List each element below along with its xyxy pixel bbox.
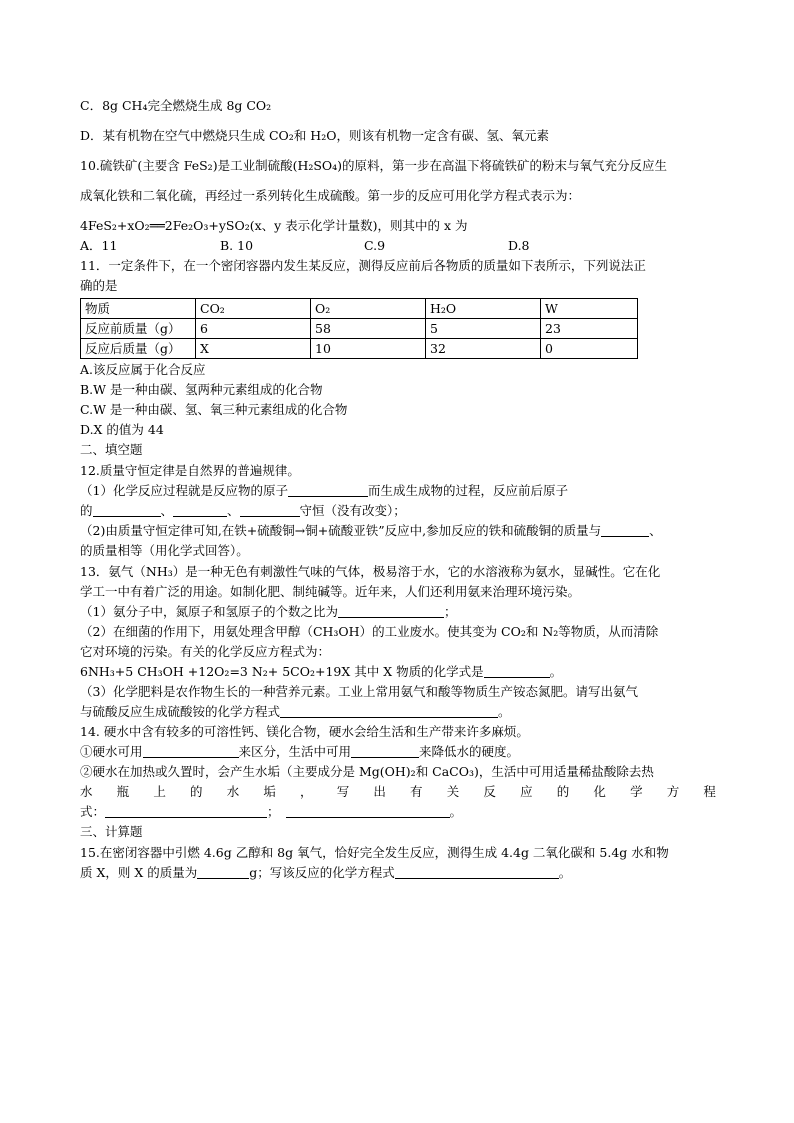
table-cell: 反应后质量（g） <box>81 339 196 359</box>
justified-char: 瓶 <box>116 784 130 799</box>
q14-part2-line2 <box>80 782 716 802</box>
q10-stem-line1: 10.硫铁矿(主要含 FeS₂)是工业制硫酸(H₂SO₄)的原料，第一步在高温下将硫铁矿的粉末与氧气充分反应生 <box>80 158 668 173</box>
justified-char: 写 <box>336 784 350 799</box>
q11-option-d: D.X 的值为 44 <box>80 422 164 437</box>
justified-char: 反 <box>483 784 496 799</box>
answer-blank[interactable] <box>286 803 450 818</box>
q13-part2-line2: 它对环境的污染。有关的化学反应方程式为： <box>80 644 331 659</box>
q15-stem-line1: 15.在密闭容器中引燃 4.6g 乙醇和 8g 氧气，恰好完全发生反应，测得生成 4.4g 二氧化碳和 5.4g 水和物 <box>80 845 669 860</box>
q10-options <box>80 236 716 256</box>
justified-char: 程 <box>703 784 716 799</box>
q12-part1-line1 <box>80 481 716 501</box>
q11-option-b: B.W 是一种由碳、氢两种元素组成的化合物 <box>80 382 323 397</box>
table-cell: X <box>196 339 311 359</box>
q13-part3-line2 <box>80 702 716 722</box>
table-cell: 58 <box>311 319 426 339</box>
q13-part1-text: （1）氨分子中，氮原子和氢原子的个数之比为 <box>80 604 338 619</box>
q13-part2-equation <box>80 662 716 682</box>
justified-char: 方 <box>666 784 680 799</box>
q12-part2-text: （2)由质量守恒定律可知,在铁+硫酸铜→铜+硫酸亚铁”反应中,参加反应的铁和硫酸铜的质量与 <box>80 523 602 538</box>
q12-part1-line2 <box>80 501 716 521</box>
q14-part1-text: ①硬水可用 <box>80 744 143 759</box>
q14-part1-text: 来降低水的硬度。 <box>419 744 520 759</box>
answer-blank[interactable] <box>240 502 300 517</box>
q11-option-c: C.W 是一种由碳、氢、氧三种元素组成的化合物 <box>80 402 348 417</box>
table-cell: 32 <box>426 339 541 359</box>
q15-text: 质 X，则 X 的质量为 <box>80 865 198 880</box>
q13-part2-line1: （2）在细菌的作用下，用氨处理含甲醇（CH₃OH）的工业废水。使其变为 CO₂和 N₂等物质，从而清除 <box>80 624 659 639</box>
q12-stem: 12.质量守恒定律是自然界的普遍规律。 <box>80 463 300 478</box>
q14-part2-text: 式： <box>80 804 106 819</box>
table-cell: 0 <box>541 339 638 359</box>
q14-part2-text: ； <box>267 804 280 819</box>
q9-option-d: D．某有机物在空气中燃烧只生成 CO₂和 H₂O，则该有机物一定含有碳、氢、氧元素 <box>80 128 549 143</box>
answer-blank[interactable] <box>197 864 249 879</box>
justified-char: 学 <box>630 784 643 799</box>
answer-blank[interactable] <box>143 743 239 758</box>
answer-blank[interactable] <box>395 864 559 879</box>
q14-part1 <box>80 742 716 762</box>
q9-option-c: C．8g CH₄完全燃烧生成 8g CO₂ <box>80 98 272 113</box>
justified-char: 应 <box>520 784 533 799</box>
q12-part2-line1 <box>80 521 716 541</box>
q12-part1-text: 、 <box>227 503 240 518</box>
table-row <box>81 319 638 339</box>
justified-char: 水 <box>80 784 93 799</box>
q13-part3-text: 与硫酸反应生成硫酸铵的化学方程式 <box>80 704 281 719</box>
q13-stem-line1: 13．氨气（NH₃）是一种无色有刺激性气味的气体，极易溶于水，它的水溶液称为氨水，显碱性。它在化 <box>80 564 661 579</box>
q15-text: 。 <box>558 865 572 880</box>
q14-part1-text: 来区分，生活中可用 <box>238 744 352 759</box>
answer-blank[interactable] <box>173 502 227 517</box>
answer-blank[interactable] <box>338 603 444 618</box>
q12-part1-text: 守恒（没有改变）； <box>299 503 406 518</box>
q10-option-c: C.9 <box>364 238 386 253</box>
q14-part2-line1: ②硬水在加热或久置时，会产生水垢（主要成分是 Mg(OH)₂和 CaCO₃)，生活中可用适量稀盐酸除去热 <box>80 764 654 779</box>
q13-part1-text: ； <box>443 604 457 619</box>
q10-option-a: A．11 <box>80 238 118 253</box>
table-header-cell: O₂ <box>311 299 426 319</box>
q12-part1-text: 、 <box>160 503 174 518</box>
answer-blank[interactable] <box>351 743 419 758</box>
justified-char: 化 <box>593 784 606 799</box>
q11-option-a: A.该反应属于化合反应 <box>80 362 206 377</box>
q10-stem-line2: 成氧化铁和二氧化硫，再经过一系列转化生成硫酸。第一步的反应可用化学方程式表示为： <box>80 188 581 203</box>
justified-char: 上 <box>153 784 166 799</box>
table-cell: 反应前质量（g） <box>81 319 196 339</box>
q12-part2-line2: 的质量相等（用化学式回答）。 <box>80 543 249 558</box>
table-header-cell: CO₂ <box>196 299 311 319</box>
justified-char: 有 <box>410 784 423 799</box>
q15-stem-line2 <box>80 863 716 883</box>
q11-stem-line1: 11．一定条件下，在一个密闭容器内发生某反应，测得反应前后各物质的质量如下表所示，下列说法正 <box>80 258 646 273</box>
justified-char: ， <box>300 784 313 799</box>
justified-char: 出 <box>373 784 386 799</box>
q14-part2-line3 <box>80 802 716 822</box>
q13-part3-text: 。 <box>498 704 511 719</box>
q10-equation: 4FeS₂+xO₂══2Fe₂O₃+ySO₂(x、y 表示化学计量数)，则其中的 x 为 <box>80 218 468 233</box>
section-heading-calculation: 三、计算题 <box>80 824 143 839</box>
q13-part3-line1: （3）化学肥料是农作物生长的一种营养元素。工业上常用氨气和酸等物质生产铵态氮肥。请写出氨气 <box>80 684 638 699</box>
q10-option-d: D.8 <box>508 238 530 253</box>
table-cell: 6 <box>196 319 311 339</box>
justified-char: 的 <box>190 784 203 799</box>
table-header-cell: W <box>541 299 638 319</box>
q12-part2-text: 、 <box>649 523 662 538</box>
q13-stem-line2: 学工一中有着广泛的用途。如制化肥、制纯碱等。近年来，人们还利用氨来治理环境污染。 <box>80 584 581 599</box>
answer-blank[interactable] <box>484 663 550 678</box>
q12-part1-text: （1）化学反应过程就是反应物的原子 <box>80 483 288 498</box>
table-cell: 23 <box>541 319 638 339</box>
q13-part2-text: 6NH₃+5 CH₃OH +12O₂=3 N₂+ 5CO₂+19X 其中 X 物质的化学式是 <box>80 664 484 679</box>
table-header-cell: 物质 <box>81 299 196 319</box>
answer-blank[interactable] <box>280 703 498 718</box>
answer-blank[interactable] <box>288 482 368 497</box>
table-row <box>81 339 638 359</box>
q10-option-b: B. 10 <box>220 238 254 253</box>
table-cell: 5 <box>426 319 541 339</box>
q13-part2-text: 。 <box>549 664 563 679</box>
q15-text: g；写该反应的化学方程式 <box>249 865 395 880</box>
q12-part1-text: 的 <box>80 503 93 518</box>
justified-char: 的 <box>556 784 570 799</box>
justified-char: 水 <box>226 784 240 799</box>
answer-blank[interactable] <box>105 803 267 818</box>
exam-page <box>80 96 716 883</box>
answer-blank[interactable] <box>93 502 161 517</box>
q14-stem: 14. 硬水中含有较多的可溶性钙、镁化合物，硬水会给生活和生产带来许多麻烦。 <box>80 724 529 739</box>
table-header-cell: H₂O <box>426 299 541 319</box>
justified-char: 垢 <box>263 784 276 799</box>
q11-stem-line2: 确的是 <box>80 278 118 293</box>
answer-blank[interactable] <box>601 522 649 537</box>
section-heading-fill-in: 二、填空题 <box>80 442 143 457</box>
table-cell: 10 <box>311 339 426 359</box>
table-header-row <box>81 299 638 319</box>
justified-char: 关 <box>446 784 460 799</box>
q12-part1-text: 而生成生成物的过程，反应前后原子 <box>367 483 568 498</box>
q13-part1 <box>80 602 716 622</box>
q14-part2-text: 。 <box>449 804 463 819</box>
q11-mass-table <box>80 298 638 359</box>
